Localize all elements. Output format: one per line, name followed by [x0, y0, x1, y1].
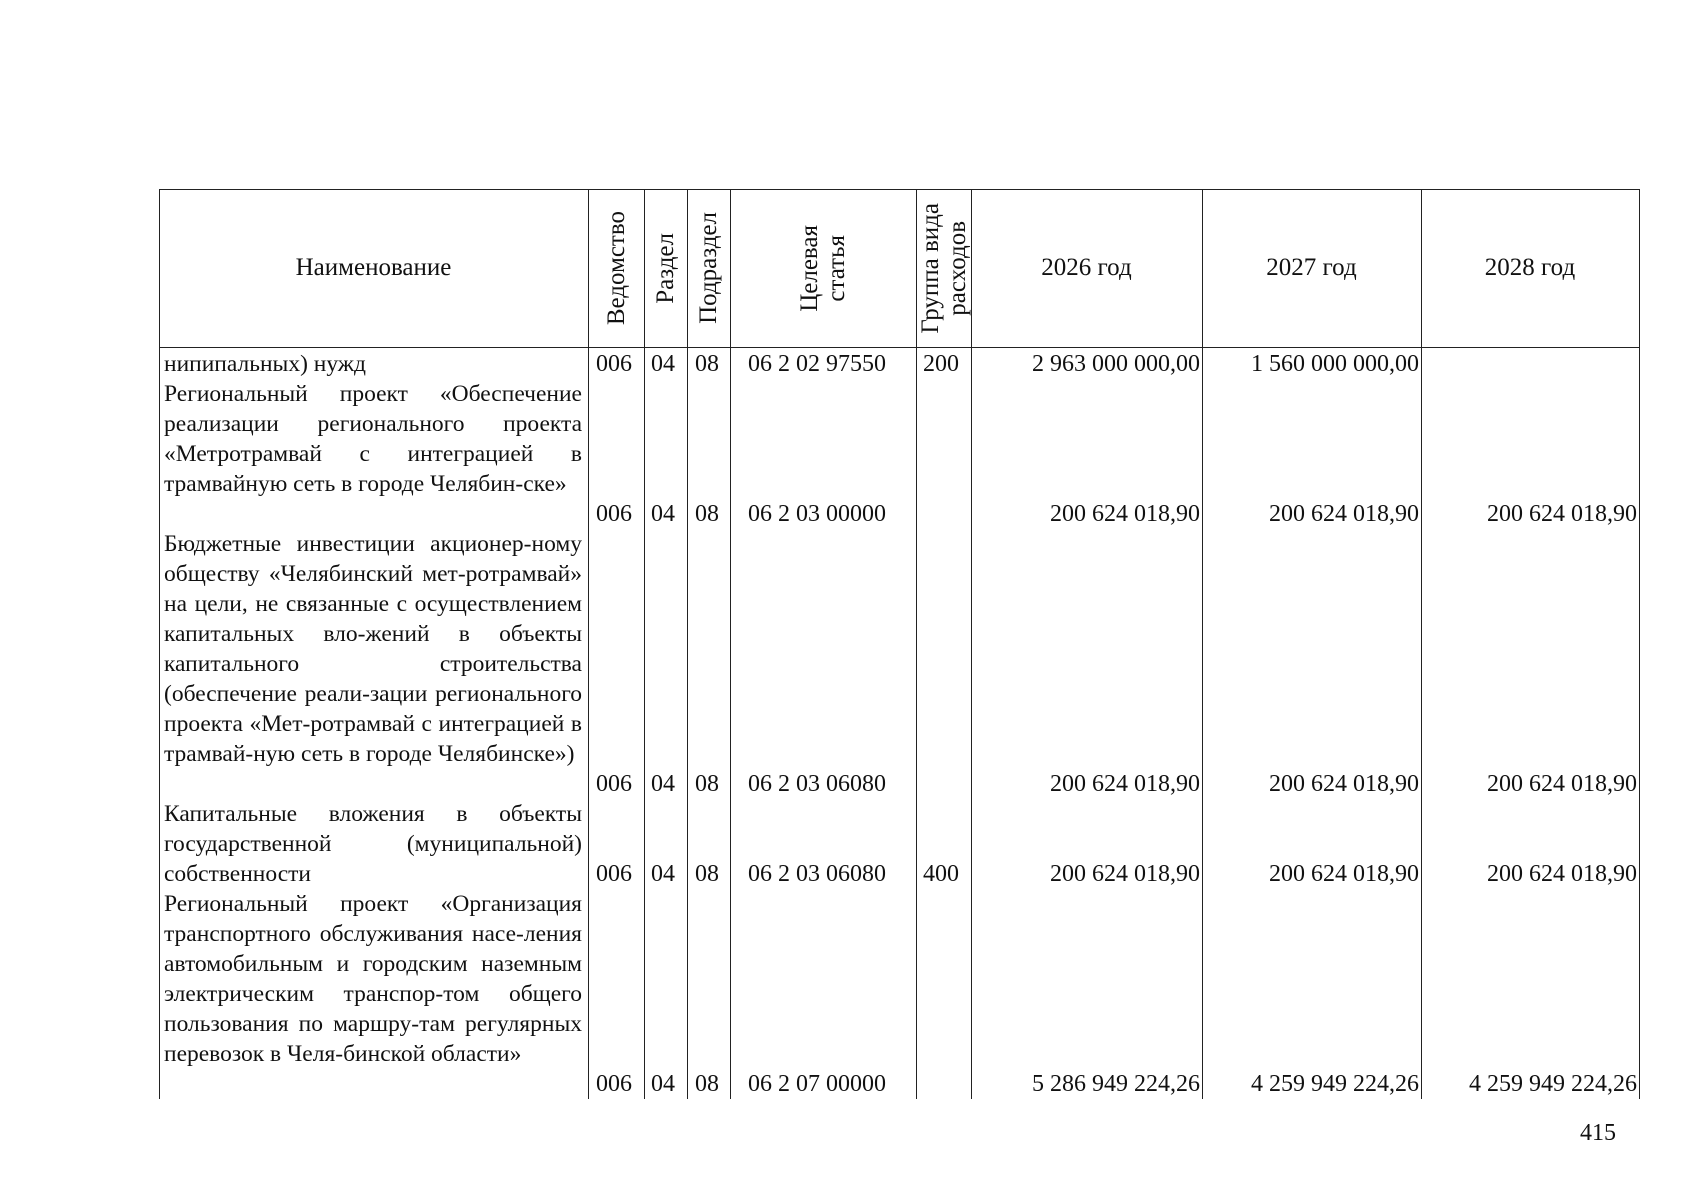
header-name-label: Наименование — [295, 254, 452, 281]
row-2028: 4 259 949 224,26 — [1469, 1071, 1637, 1097]
row-target: 06 2 03 00000 — [748, 501, 886, 527]
row-2028: 200 624 018,90 — [1487, 861, 1637, 887]
row-2027: 200 624 018,90 — [1269, 861, 1419, 887]
row-subsection: 08 — [695, 1071, 719, 1097]
row-2026: 5 286 949 224,26 — [1032, 1071, 1200, 1097]
row-2028: 200 624 018,90 — [1487, 501, 1637, 527]
header-dept — [588, 189, 644, 347]
header-bottom-border — [159, 347, 1640, 348]
row-subsection: 08 — [695, 351, 719, 377]
header-section-label: Раздел — [652, 232, 679, 304]
row-name: Региональный проект «Обеспечение реализации регионального проекта «Метротрамвай с интеграцией в трамвайную сеть в городе Челябин-ске» — [164, 381, 582, 497]
row-name: нипипальных) нужд — [164, 351, 366, 377]
row-section: 04 — [651, 861, 675, 887]
row-2027: 200 624 018,90 — [1269, 771, 1419, 797]
row-2026: 200 624 018,90 — [1050, 501, 1200, 527]
row-name: Капитальные вложения в объекты государственной (муниципальной) собственности — [164, 801, 582, 887]
row-target: 06 2 02 97550 — [748, 351, 886, 377]
row-2026: 200 624 018,90 — [1050, 771, 1200, 797]
header-section — [644, 189, 687, 347]
row-dept: 006 — [596, 351, 632, 377]
row-dept: 006 — [596, 501, 632, 527]
row-subsection: 08 — [695, 501, 719, 527]
header-name — [159, 189, 588, 347]
row-section: 04 — [651, 771, 675, 797]
row-2027: 1 560 000 000,00 — [1251, 351, 1419, 377]
row-group: 200 — [923, 351, 959, 377]
row-section: 04 — [651, 351, 675, 377]
row-target: 06 2 07 00000 — [748, 1071, 886, 1097]
header-target — [730, 189, 916, 347]
page-number: 415 — [1580, 1120, 1616, 1146]
header-target-label-1: Целевая — [796, 224, 823, 312]
row-2027: 200 624 018,90 — [1269, 501, 1419, 527]
row-subsection: 08 — [695, 771, 719, 797]
row-target: 06 2 03 06080 — [748, 771, 886, 797]
header-dept-label: Ведомство — [602, 210, 630, 326]
row-name: Бюджетные инвестиции акционер-ному обществу «Челябинский мет-ротрамвай» на цели, не связанные с осуществлением капитальных вло-жений в объекты капитального строительства (обеспечение реали-зации регионального проекта «Мет-ротрамвай с интеграцией в трамвай-ную сеть в городе Челябинске») — [164, 531, 582, 767]
row-group: 400 — [923, 861, 959, 887]
row-target: 06 2 03 06080 — [748, 861, 886, 887]
row-dept: 006 — [596, 771, 632, 797]
header-2028 — [1421, 189, 1639, 347]
row-2028: 200 624 018,90 — [1487, 771, 1637, 797]
budget-table — [159, 189, 1640, 1099]
row-dept: 006 — [596, 861, 632, 887]
header-exp-group-label-2: расходов — [943, 220, 971, 316]
header-exp-group — [916, 189, 971, 347]
header-2026-label: 2026 год — [1041, 254, 1132, 281]
row-2026: 2 963 000 000,00 — [1032, 351, 1200, 377]
header-2027 — [1202, 189, 1421, 347]
header-2028-label: 2028 год — [1484, 254, 1576, 281]
row-2026: 200 624 018,90 — [1050, 861, 1200, 887]
row-section: 04 — [651, 1071, 675, 1097]
row-name: Региональный проект «Организация транспортного обслуживания насе-ления автомобильным и городским наземным электрическим транспор-том общего пользования по маршру-там регулярных перевозок в Челя-бинской области» — [164, 891, 582, 1067]
col-border — [1639, 189, 1640, 1099]
row-subsection: 08 — [695, 861, 719, 887]
row-2027: 4 259 949 224,26 — [1251, 1071, 1419, 1097]
row-section: 04 — [651, 501, 675, 527]
header-2026 — [971, 189, 1202, 347]
header-2027-label: 2027 год — [1266, 254, 1357, 281]
header-exp-group-label-1: Группа вида — [916, 202, 944, 334]
header-subsection — [687, 189, 730, 347]
header-subsection-label: Подраздел — [695, 212, 722, 324]
header-target-label-2: статья — [823, 234, 850, 302]
row-dept: 006 — [596, 1071, 632, 1097]
